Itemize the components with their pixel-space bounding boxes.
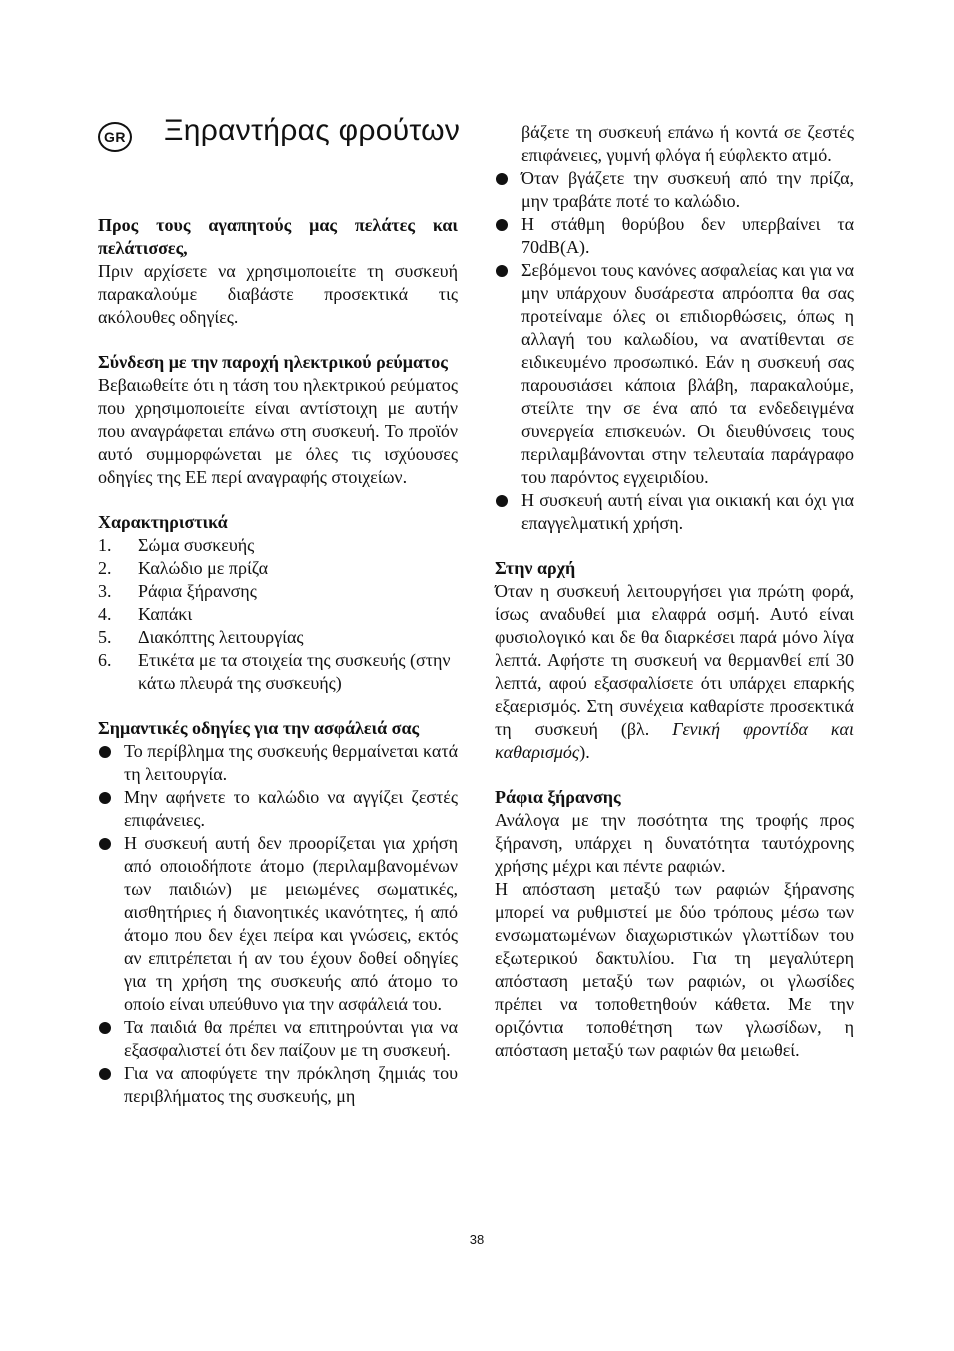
item-number: 5. (98, 627, 112, 647)
racks-heading: Ράφια ξήρανσης (495, 787, 621, 807)
safety-list (98, 740, 458, 1108)
bullet-icon (495, 167, 521, 213)
continued-text: βάζετε τη συσκευή επάνω ή κοντά σε ζεστές επιφάνειες, γυμνή φλόγα ή εύφλεκτο ατμό. (521, 122, 854, 165)
list-item (98, 832, 458, 1016)
item-text: Τα παιδιά θα πρέπει να επιτηρούνται για να εξασφαλιστεί ότι δεν παίζουν με τη συσκευή. (124, 1017, 458, 1060)
bullet-icon (495, 259, 521, 489)
item-number: 1. (98, 535, 112, 555)
list-item (495, 167, 854, 213)
item-number: 3. (98, 581, 112, 601)
list-item (98, 580, 458, 603)
item-text: Η συσκευή αυτή είναι για οικιακή και όχι για επαγγελματική χρήση. (521, 490, 854, 533)
intro-heading: Προς τους αγαπητούς μας πελάτες και πελάτισσες, (98, 215, 458, 258)
bullet-icon (98, 1016, 124, 1062)
item-text: Ράφια ξήρανσης (138, 581, 257, 601)
power-text: Βεβαιωθείτε ότι η τάση του ηλεκτρικού ρεύματος που χρησιμοποιείτε είναι αντίστοιχη με αυτήν που αναγράφεται επάνω στη συσκευή. Το προϊόν αυτό συμμορφώνεται με όλες τις ισχύουσες οδηγίες της ΕΕ περί αναγραφής στοιχείων. (98, 375, 458, 487)
bullet-icon (98, 786, 124, 832)
item-text: Μην αφήνετε το καλώδιο να αγγίζει ζεστές επιφάνειες. (124, 787, 458, 830)
features-list (98, 534, 458, 695)
item-text: Καλώδιο με πρίζα (138, 558, 269, 578)
racks-text-1: Ανάλογα με την ποσότητα της τροφής προς ξήρανση, υπάρχει η δυνατότητα ταυτόχρονης χρήσης μέχρι και πέντε ραφιών. (495, 810, 854, 876)
item-text: Όταν βγάζετε την συσκευή από την πρίζα, μην τραβάτε ποτέ το καλώδιο. (521, 168, 854, 211)
power-heading: Σύνδεση με την παροχή ηλεκτρικού ρεύματος (98, 352, 448, 372)
bullet-icon (495, 213, 521, 259)
item-text: Για να αποφύγετε την πρόκληση ζημιάς του περιβλήματος της συσκευής, μη (124, 1063, 458, 1106)
item-text: Σώμα συσκευής (138, 535, 255, 555)
list-item (98, 603, 458, 626)
list-item (98, 786, 458, 832)
item-text: Καπάκι (138, 604, 193, 624)
item-number: 6. (98, 650, 112, 670)
start-text-body: Όταν η συσκευή λειτουργήσει για πρώτη φορά, ίσως αναδυθεί μια ελαφρά οσμή. Αυτό είναι φυσιολογικό και δε θα διαρκέσει παρά μόνο λίγα λεπτά. Αφήστε τη συσκευή να θερμανθεί επί 30 λεπτά, αφού εξασφαλίσετε ότι υπάρχει επαρκής εξαερισμός. Στη συνέχεια καθαρίστε προσεκτικά τη συσκευή (βλ. (495, 581, 854, 739)
item-text: Διακόπτης λειτουργίας (138, 627, 304, 647)
language-badge: GR (98, 122, 132, 152)
item-text: Το περίβλημα της συσκευής θερμαίνεται κατά τη λειτουργία. (124, 741, 458, 784)
list-item (98, 1016, 458, 1062)
start-text-end: ). (579, 742, 590, 762)
racks-text-2: Η απόσταση μεταξύ των ραφιών ξήρανσης μπορεί να ρυθμιστεί με δύο τρόπους μέσω των ενσωματωμένων διαχωριστικών γλωττίδων του εξωτερικού δακτυλίου. Για τη μεγαλύτερη απόσταση μεταξύ των ραφιών, οι γλωσίδες πρέπει να τοποθετηθούν κάθετα. Με την οριζόντια τοποθέτηση των γλωσίδων, η απόσταση μεταξύ των ραφιών θα μειωθεί. (495, 879, 854, 1060)
list-item (98, 534, 458, 557)
page-header (98, 114, 478, 158)
page-number: 38 (469, 1232, 485, 1247)
item-text: Σεβόμενοι τους κανόνες ασφαλείας και για να μην υπάρχουν δυσάρεστα απρόοπτα θα σας προτείναμε όλες οι επιδιορθώσεις, όπως η αλλαγή του καλωδίου, να ανατίθενται σε ειδικευμένο προσωπικό. Εάν η συσκευή σας παρουσιάσει κάποια βλάβη, παρακαλούμε, στείλτε την σε ένα από τα ενδεδειγμένα συνεργεία επισκευών. Οι διευθύνσεις τους περιλαμβάνονται στην τελευταία παράγραφο του παρόντος εγχειριδίου. (521, 260, 854, 487)
list-item (495, 213, 854, 259)
safety-list-continued (495, 167, 854, 535)
item-text: Η στάθμη θορύβου δεν υπερβαίνει τα 70dB(A). (521, 214, 854, 257)
list-item (98, 626, 458, 649)
start-heading: Στην αρχή (495, 558, 576, 578)
bullet-icon (98, 740, 124, 786)
bullet-icon (98, 1062, 124, 1108)
list-item (495, 259, 854, 489)
list-item (98, 740, 458, 786)
right-column (495, 121, 854, 1062)
intro-text: Πριν αρχίσετε να χρησιμοποιείτε τη συσκευή παρακαλούμε διαβάστε προσεκτικά τις ακόλουθες οδηγίες. (98, 261, 458, 327)
start-text (495, 580, 854, 764)
list-item (98, 557, 458, 580)
page-title: Ξηραντήρας φρούτων (164, 114, 461, 147)
bullet-icon (495, 489, 521, 535)
item-number: 4. (98, 604, 112, 624)
left-column (98, 214, 458, 1108)
bullet-icon (98, 832, 124, 1016)
safety-heading: Σημαντικές οδηγίες για την ασφάλειά σας (98, 718, 420, 738)
list-item (98, 649, 458, 695)
list-item (495, 489, 854, 535)
item-text: Η συσκευή αυτή δεν προορίζεται για χρήση από οποιοδήποτε άτομο (περιλαμβανομένων των παιδιών) με μειωμένες σωματικές, αισθητήριες ή διανοητικές ικανότητες, ή από άτομο που δεν έχει πείρα και γνώσεις, εκτός αν επιτρέπεται ή αν του έχουν δοθεί οδηγίες για τη χρήση της συσκευής από άτομο το οποίο είναι υπεύθυνο για την ασφάλειά του. (124, 833, 458, 1014)
features-heading: Χαρακτηριστικά (98, 512, 228, 532)
item-text: Ετικέτα με τα στοιχεία της συσκευής (στην κάτω πλευρά της συσκευής) (138, 650, 451, 693)
list-item (98, 1062, 458, 1108)
item-number: 2. (98, 558, 112, 578)
care-reference: Γενική φροντίδα και καθαρισμός (495, 719, 854, 762)
